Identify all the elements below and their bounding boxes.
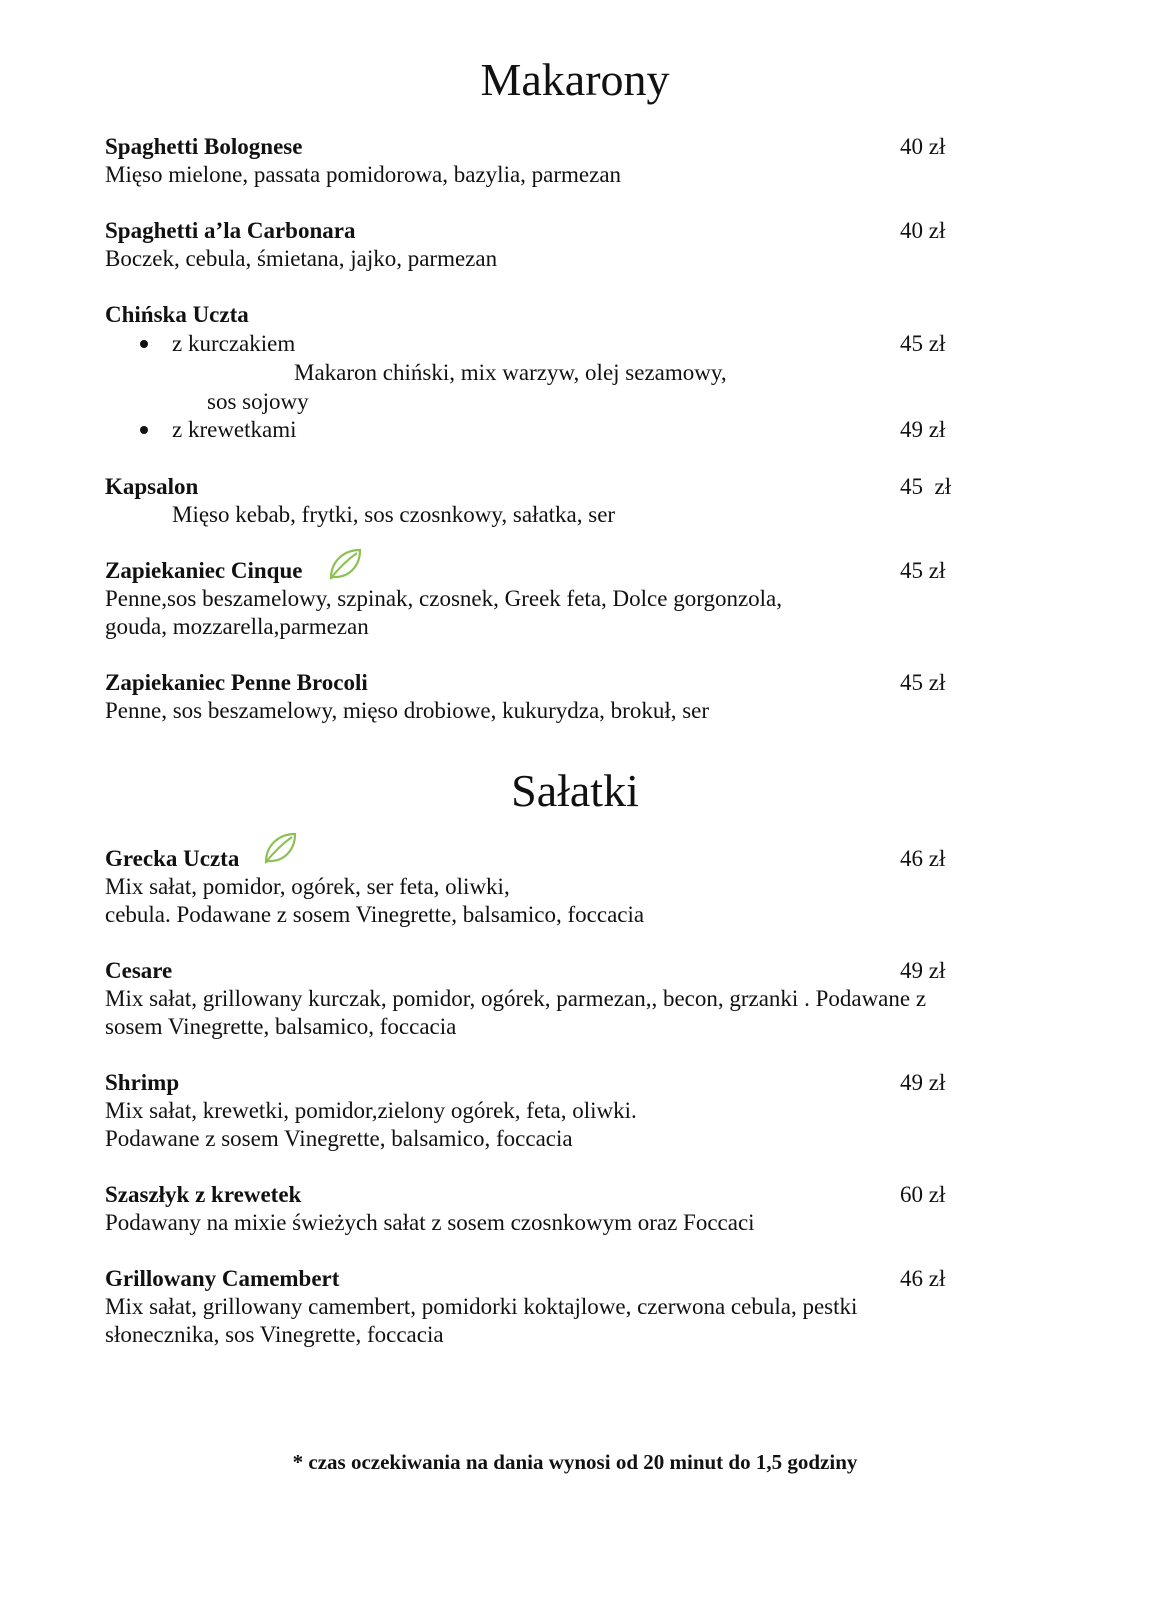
dish-description: sos sojowy: [207, 389, 309, 414]
dish-description: Podawane z sosem Vinegrette, balsamico, foccacia: [105, 1126, 573, 1151]
dish-name: Chińska Uczta: [105, 302, 249, 327]
dish-price: 49 zł: [900, 958, 946, 983]
section-title-makarony: Makarony: [480, 54, 670, 105]
dish-price: 45 zł: [900, 558, 946, 583]
dish-name: Grillowany Camembert: [105, 1266, 340, 1291]
dish-name: Szaszłyk z krewetek: [105, 1182, 302, 1207]
dish-name: Zapiekaniec Penne Brocoli: [105, 670, 368, 695]
dish-option: z kurczakiem: [172, 331, 296, 356]
section-title-salatki: Sałatki: [511, 765, 639, 816]
dish-description: Makaron chiński, mix warzyw, olej sezamowy,: [294, 360, 727, 385]
dish-description: Mix sałat, grillowany camembert, pomidorki koktajlowe, czerwona cebula, pestki: [105, 1294, 858, 1319]
dish-description: Penne,sos beszamelowy, szpinak, czosnek, Greek feta, Dolce gorgonzola,: [105, 586, 782, 611]
leaf-icon: [262, 830, 298, 866]
dish-price: 40 zł: [900, 134, 946, 159]
dish-price: 45 zł: [900, 331, 946, 356]
dish-name: Zapiekaniec Cinque: [105, 558, 303, 583]
dish-price: 40 zł: [900, 218, 946, 243]
dish-description: Mix sałat, grillowany kurczak, pomidor, ogórek, parmezan,, becon, grzanki . Podawane z: [105, 986, 927, 1011]
bullet-point: [140, 340, 148, 348]
dish-option: z krewetkami: [172, 417, 297, 442]
dish-description: Mięso kebab, frytki, sos czosnkowy, sałatka, ser: [172, 502, 616, 527]
dish-price: 49 zł: [900, 417, 946, 442]
dish-name: Spaghetti Bolognese: [105, 134, 303, 159]
dish-description: słonecznika, sos Vinegrette, foccacia: [105, 1322, 444, 1347]
dish-name: Kapsalon: [105, 474, 199, 499]
footer-note: * czas oczekiwania na dania wynosi od 20 minut do 1,5 godziny: [292, 1450, 858, 1474]
dish-price: 45 zł: [900, 474, 952, 499]
dish-name: Shrimp: [105, 1070, 180, 1095]
dish-price: 49 zł: [900, 1070, 946, 1095]
dish-description: Podawany na mixie świeżych sałat z sosem czosnkowym oraz Foccaci: [105, 1210, 755, 1235]
dish-description: Mix sałat, pomidor, ogórek, ser feta, oliwki,: [105, 874, 510, 899]
bullet-point: [140, 426, 148, 434]
dish-name: Grecka Uczta: [105, 846, 240, 871]
dish-name: Spaghetti a’la Carbonara: [105, 218, 356, 243]
dish-name: Cesare: [105, 958, 173, 983]
dish-price: 46 zł: [900, 846, 946, 871]
dish-description: Penne, sos beszamelowy, mięso drobiowe, kukurydza, brokuł, ser: [105, 698, 710, 723]
dish-description: sosem Vinegrette, balsamico, foccacia: [105, 1014, 457, 1039]
dish-description: Boczek, cebula, śmietana, jajko, parmezan: [105, 246, 498, 271]
dish-description: Mix sałat, krewetki, pomidor,zielony ogórek, feta, oliwki.: [105, 1098, 637, 1123]
dish-price: 45 zł: [900, 670, 946, 695]
dish-description: gouda, mozzarella,parmezan: [105, 614, 369, 639]
dish-description: Mięso mielone, passata pomidorowa, bazylia, parmezan: [105, 162, 622, 187]
dish-price: 60 zł: [900, 1182, 946, 1207]
dish-price: 46 zł: [900, 1266, 946, 1291]
leaf-icon: [327, 546, 363, 582]
dish-description: cebula. Podawane z sosem Vinegrette, balsamico, foccacia: [105, 902, 645, 927]
